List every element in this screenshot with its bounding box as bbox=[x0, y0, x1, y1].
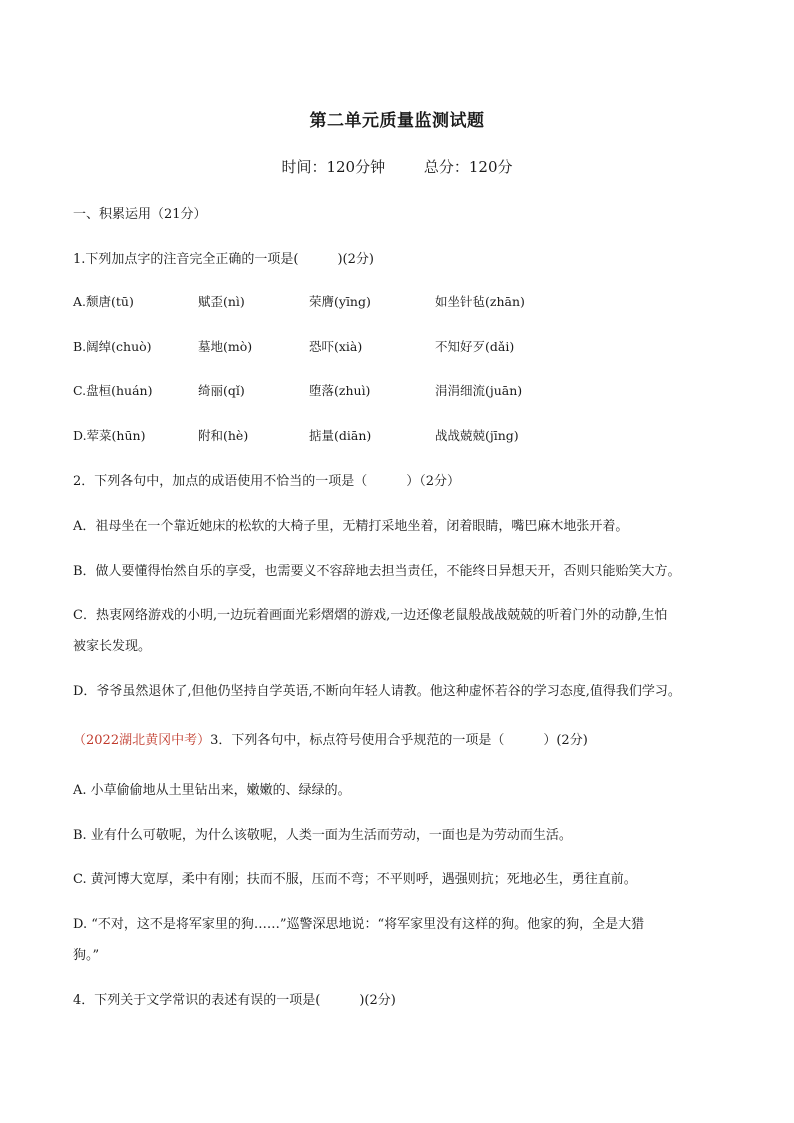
question-source: （2022湖北黄冈中考） bbox=[73, 733, 211, 748]
exam-time: 时间：120分钟 bbox=[281, 158, 386, 176]
question-4-stem: 4．下列关于文学常识的表述有误的一项是( )(2分) bbox=[73, 993, 396, 1008]
question-1-option-c bbox=[73, 381, 733, 399]
exam-info bbox=[0, 156, 794, 177]
question-3-text: 3．下列各句中，标点符号使用合乎规范的一项是（ ）(2分) bbox=[210, 733, 588, 748]
section-heading: 一、积累运用（21分） bbox=[73, 207, 207, 222]
question-3-option-b: B. 业有什么可敬呢，为什么该敬呢，人类一面为生活而劳动，一面也是为劳动而生活。 bbox=[73, 828, 572, 843]
question-1-option-d bbox=[73, 426, 733, 444]
question-2-option-b: B．做人要懂得怡然自乐的享受，也需要义不容辞地去担当责任，不能终日异想天开，否则只能贻笑大方。 bbox=[73, 564, 681, 579]
option-cell: 不知好歹(dǎi) bbox=[435, 339, 515, 354]
option-cell: 堕落(zhuì) bbox=[309, 383, 371, 398]
option-cell: A.颓唐(tū) bbox=[73, 294, 134, 309]
option-cell: 荣膺(yīng) bbox=[309, 294, 371, 309]
option-cell: B.阔绰(chuò) bbox=[73, 339, 152, 354]
option-cell: D.荤菜(hūn) bbox=[73, 428, 146, 443]
option-cell: 赋歪(nì) bbox=[198, 294, 245, 309]
option-cell: 如坐针毡(zhān) bbox=[435, 294, 525, 309]
question-1-option-b bbox=[73, 337, 733, 355]
option-cell: 绮丽(qǐ) bbox=[198, 383, 245, 398]
question-2-option-c-line2: 被家长发现。 bbox=[73, 639, 152, 654]
question-2-stem: 2．下列各句中，加点的成语使用不恰当的一项是（ ）（2分） bbox=[73, 474, 461, 489]
question-3-option-a: A. 小草偷偷地从土里钻出来，嫩嫩的、绿绿的。 bbox=[73, 783, 351, 798]
page-title: 第二单元质量监测试题 bbox=[309, 111, 485, 131]
option-cell: 附和(hè) bbox=[198, 428, 249, 443]
question-3-option-d-line1: D. “不对，这不是将军家里的狗……”巡警深思地说：“将军家里没有这样的狗。他家的狗，全是大猎 bbox=[73, 917, 645, 932]
option-cell: 掂量(diān) bbox=[309, 428, 372, 443]
option-cell: 涓涓细流(juān) bbox=[435, 383, 523, 398]
question-2-option-d: D．爷爷虽然退休了,但他仍坚持自学英语,不断向年轻人请教。他这种虚怀若谷的学习态度,值得我们学习。 bbox=[73, 684, 681, 699]
question-3-option-c: C. 黄河博大宽厚，柔中有刚；扶而不服，压而不弯；不平则呼，遇强则抗；死地必生，勇往直前。 bbox=[73, 872, 637, 887]
question-3-stem bbox=[73, 729, 588, 748]
exam-total-score: 总分：120分 bbox=[423, 158, 513, 176]
option-cell: C.盘桓(huán) bbox=[73, 383, 153, 398]
question-2-option-c-line1: C．热衷网络游戏的小明,一边玩着画面光彩熠熠的游戏,一边还像老鼠般战战兢兢的听着门外的动静,生怕 bbox=[73, 608, 668, 623]
question-1-option-a bbox=[73, 292, 733, 310]
option-cell: 战战兢兢(jīng) bbox=[435, 428, 519, 443]
question-3-option-d-line2: 狗。” bbox=[73, 948, 100, 963]
option-cell: 墓地(mò) bbox=[198, 339, 253, 354]
option-cell: 恐吓(xià) bbox=[309, 339, 363, 354]
question-1-stem: 1.下列加点字的注音完全正确的一项是( )(2分) bbox=[73, 252, 374, 267]
question-2-option-a: A．祖母坐在一个靠近她床的松软的大椅子里，无精打采地坐着，闭着眼睛，嘴巴麻木地张开着。 bbox=[73, 519, 629, 534]
